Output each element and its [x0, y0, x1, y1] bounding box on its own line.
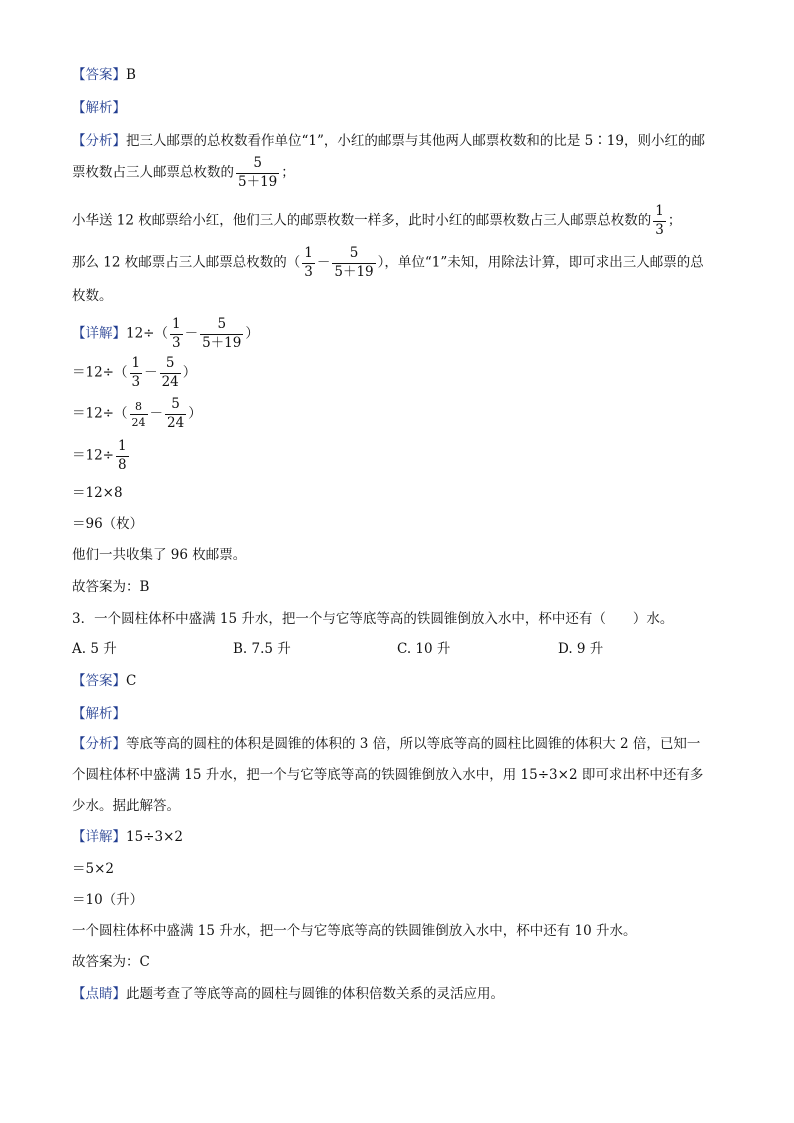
- q2-analysis-header: 【解析】: [72, 100, 126, 116]
- fraction-1-3: $\frac{1}{3}$: [655, 203, 664, 238]
- q3-final-answer: 故答案为：C: [72, 954, 150, 970]
- fraction-1-8: $\frac{1}{8}$: [118, 438, 127, 473]
- q3-analysis-header: 【解析】: [72, 706, 126, 722]
- q2-detail-step5: ＝12×8: [72, 485, 123, 501]
- step1-end: ）: [245, 325, 259, 342]
- step1-start: 12÷（: [126, 325, 168, 342]
- detail-tag: 【详解】: [72, 829, 126, 845]
- q3-detail-expr: 15÷3×2: [126, 829, 183, 845]
- fraction-1-3: $\frac{1}{3}$: [304, 245, 313, 280]
- q3-question: 3．一个圆柱体杯中盛满 15 升水，把一个与它等底等高的铁圆锥倒放入水中，杯中还有（ ）水。: [72, 611, 674, 627]
- fraction-8-24: $\frac{8}{24}$: [131, 399, 146, 429]
- semicolon: ；: [667, 212, 682, 229]
- q3-analysis-line2: 个圆柱体杯中盛满 15 升水，把一个与它等底等高的铁圆锥倒放入水中，用 15÷3×2 即可求出杯中还有多: [72, 767, 704, 783]
- minus-sign: －: [316, 254, 331, 271]
- q2-analysis-text4b: ），单位“1”未知，用除法计算，即可求出三人邮票的总: [377, 254, 704, 271]
- q3-option-b: B. 7.5 升: [233, 641, 291, 657]
- analysis-tag: 【分析】: [72, 133, 126, 149]
- minus-sign: －: [144, 364, 158, 381]
- q2-analysis-text2: 票枚数占三人邮票总枚数的: [72, 164, 234, 181]
- q2-detail-step6: ＝96（枚）: [72, 516, 144, 532]
- q2-answer-line: [72, 66, 136, 84]
- q3-option-c: C. 10 升: [397, 641, 451, 657]
- q3-analysis-text1: 等底等高的圆柱的体积是圆锥的体积的 3 倍，所以等底等高的圆柱比圆锥的体积大 2 倍，已知一: [126, 736, 701, 752]
- fraction-1-3: $\frac{1}{3}$: [131, 355, 141, 390]
- fraction-5-over-5p19: $\frac{5}{5+19}$: [202, 316, 242, 351]
- q2-conclusion: 他们一共收集了 96 枚邮票。: [72, 547, 247, 563]
- fraction-5-over-5p19: $\frac{5}{5+19}$: [238, 155, 278, 190]
- q3-analysis-line1: [72, 735, 700, 753]
- fraction-1-3: $\frac{1}{3}$: [172, 316, 181, 351]
- q2-analysis-line1: [72, 132, 705, 150]
- q2-analysis-line2: [72, 157, 295, 189]
- minus-sign: －: [184, 325, 199, 342]
- q3-detail-step3: ＝10（升）: [72, 892, 144, 908]
- q2-analysis-text4a: 那么 12 枚邮票占三人邮票总枚数的（: [72, 254, 301, 271]
- fraction-5-over-5p19: $\frac{5}{5+19}$: [334, 245, 374, 280]
- q2-detail-step1: [72, 318, 259, 350]
- q2-detail-step3: [72, 398, 202, 430]
- fraction-5-24: $\frac{5}{24}$: [161, 355, 179, 390]
- step3-start: ＝12÷（: [72, 405, 128, 422]
- detail-tag: 【详解】: [72, 325, 126, 342]
- q3-option-a: A. 5 升: [72, 641, 117, 657]
- semicolon: ；: [281, 164, 295, 181]
- step4-start: ＝12÷: [72, 447, 114, 464]
- q2-analysis-line5: 枚数。: [72, 288, 113, 304]
- fraction-5-24: $\frac{5}{24}$: [167, 396, 185, 431]
- q3-point-text: 此题考查了等底等高的圆柱与圆锥的体积倍数关系的灵活应用。: [126, 986, 504, 1002]
- q3-detail-step1: [72, 828, 183, 846]
- q3-analysis-line3: 少水。据此解答。: [72, 798, 180, 814]
- step3-end: ）: [188, 405, 202, 422]
- q2-final-answer: 故答案为：B: [72, 579, 150, 595]
- q3-point-line: [72, 985, 504, 1003]
- answer-tag: 【答案】: [72, 67, 126, 83]
- q2-analysis-line3: [72, 205, 681, 237]
- q2-analysis-text1: 把三人邮票的总枚数看作单位“1”，小红的邮票与其他两人邮票枚数和的比是 5∶19，则小红的邮: [126, 133, 705, 149]
- point-tag: 【点睛】: [72, 986, 126, 1002]
- q2-analysis-text3: 小华送 12 枚邮票给小红，他们三人的邮票枚数一样多，此时小红的邮票枚数占三人邮票总枚数的: [72, 212, 652, 229]
- q2-analysis-line4: [72, 247, 704, 279]
- q3-option-d: D. 9 升: [558, 641, 604, 657]
- q3-detail-step2: ＝5×2: [72, 861, 114, 877]
- q3-answer-value: C: [126, 673, 137, 689]
- q2-detail-step2: [72, 357, 196, 389]
- answer-tag: 【答案】: [72, 673, 126, 689]
- q2-detail-step4: [72, 440, 131, 472]
- q3-answer-line: [72, 672, 136, 690]
- analysis-tag: 【分析】: [72, 736, 126, 752]
- minus-sign: －: [149, 405, 163, 422]
- step2-start: ＝12÷（: [72, 364, 128, 381]
- q3-conclusion: 一个圆柱体杯中盛满 15 升水，把一个与它等底等高的铁圆锥倒放入水中，杯中还有 10 升水。: [72, 923, 637, 939]
- q2-answer-value: B: [126, 67, 136, 83]
- step2-end: ）: [182, 364, 197, 381]
